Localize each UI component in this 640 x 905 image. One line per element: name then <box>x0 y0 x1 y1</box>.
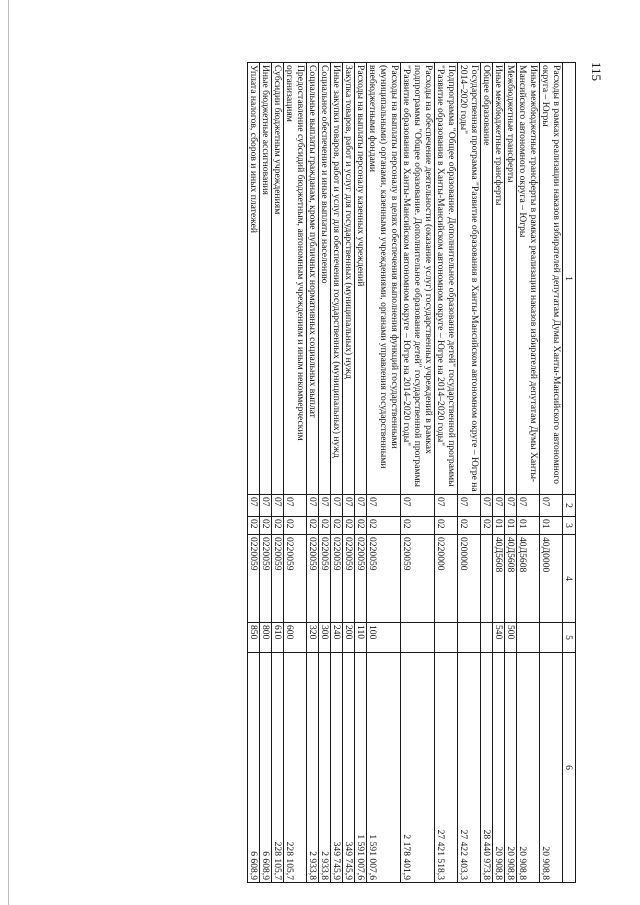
row-rz: 07 <box>331 495 343 517</box>
row-pr: 02 <box>319 517 331 535</box>
row-sum: 1 591 007,6 <box>367 653 401 883</box>
row-vr <box>435 623 458 653</box>
row-vr: 850 <box>248 623 260 653</box>
table-body <box>248 63 563 883</box>
row-sum: 349 745,9 <box>343 653 355 883</box>
row-vr: 240 <box>331 623 343 653</box>
table-row <box>493 63 505 883</box>
row-sum: 349 745,9 <box>331 653 343 883</box>
header-row <box>563 63 576 883</box>
row-pr: 02 <box>343 517 355 535</box>
table-row <box>355 63 367 883</box>
row-pr: 02 <box>481 517 493 535</box>
row-sum: 2 178 401,9 <box>401 653 435 883</box>
scan-edge-line <box>8 0 9 905</box>
row-rz: 07 <box>284 495 307 517</box>
header-cell: 2 <box>563 495 576 517</box>
row-rz: 07 <box>517 495 540 517</box>
row-csr: 0220000 <box>435 535 458 623</box>
row-csr: 0220059 <box>343 535 355 623</box>
row-rz: 07 <box>458 495 481 517</box>
row-vr <box>401 623 435 653</box>
budget-table <box>247 62 576 883</box>
row-name: Социальное обеспечение и иные выплаты населению <box>319 63 331 495</box>
row-vr: 610 <box>272 623 284 653</box>
row-name: Субсидии бюджетным учреждениям <box>272 63 284 495</box>
row-rz: 07 <box>540 495 563 517</box>
row-sum: 20 908,8 <box>493 653 505 883</box>
row-vr: 800 <box>260 623 272 653</box>
row-csr: 0200000 <box>458 535 481 623</box>
header-cell: 1 <box>563 63 576 495</box>
page-number: 115 <box>589 62 604 82</box>
row-csr: 0220059 <box>284 535 307 623</box>
row-sum: 27 422 403,3 <box>458 653 481 883</box>
row-pr: 02 <box>284 517 307 535</box>
row-vr: 320 <box>307 623 319 653</box>
row-pr: 01 <box>517 517 540 535</box>
table-row <box>260 63 272 883</box>
row-name: Иные межбюджетные трансферты в рамках реализации наказов избирателей депутатам Думы Ханты-Мансийского автономного округа – Югры <box>517 63 540 495</box>
row-csr: 0220059 <box>319 535 331 623</box>
table-row <box>481 63 493 883</box>
row-pr: 02 <box>435 517 458 535</box>
row-rz: 07 <box>401 495 435 517</box>
row-pr: 01 <box>505 517 517 535</box>
table-row <box>367 63 401 883</box>
row-sum: 2 933,8 <box>319 653 331 883</box>
row-name: Закупка товаров, работ и услуг для государственных (муниципальных) нужд <box>343 63 355 495</box>
row-vr: 100 <box>367 623 401 653</box>
row-sum: 228 105,7 <box>284 653 307 883</box>
row-vr <box>517 623 540 653</box>
row-vr <box>540 623 563 653</box>
row-vr: 500 <box>505 623 517 653</box>
row-rz: 07 <box>355 495 367 517</box>
row-name: Иные закупки товаров, работ и услуг для обеспечения государственных (муниципальных) нужд <box>331 63 343 495</box>
row-sum: 1 591 007,6 <box>355 653 367 883</box>
row-pr: 02 <box>272 517 284 535</box>
rotated-page <box>76 62 576 882</box>
row-pr: 02 <box>331 517 343 535</box>
table-row <box>331 63 343 883</box>
row-rz: 07 <box>367 495 401 517</box>
table-row <box>307 63 319 883</box>
table-row <box>458 63 481 883</box>
row-rz: 07 <box>435 495 458 517</box>
header-cell: 4 <box>563 535 576 623</box>
row-csr: 0220059 <box>248 535 260 623</box>
row-vr <box>481 623 493 653</box>
row-vr <box>458 623 481 653</box>
row-name: Предоставление субсидий бюджетным, автономным учреждениям и иным некоммерческим организациям <box>284 63 307 495</box>
row-rz: 07 <box>260 495 272 517</box>
row-rz: 07 <box>319 495 331 517</box>
row-vr: 300 <box>319 623 331 653</box>
row-name: Общее образование <box>481 63 493 495</box>
row-rz: 07 <box>505 495 517 517</box>
row-pr: 02 <box>367 517 401 535</box>
table-row <box>435 63 458 883</box>
row-name: Иные межбюджетные трансферты <box>493 63 505 495</box>
table-row <box>248 63 260 883</box>
table-row <box>401 63 435 883</box>
header-cell: 3 <box>563 517 576 535</box>
table-row <box>272 63 284 883</box>
row-rz: 07 <box>248 495 260 517</box>
row-sum: 20 908,8 <box>517 653 540 883</box>
row-pr: 02 <box>248 517 260 535</box>
table-row <box>284 63 307 883</box>
row-name: Расходы на выплаты персоналу казенных учреждений <box>355 63 367 495</box>
row-vr: 200 <box>343 623 355 653</box>
row-csr: 0220059 <box>272 535 284 623</box>
row-name: Межбюджетные трансферты <box>505 63 517 495</box>
row-pr: 02 <box>355 517 367 535</box>
row-vr: 600 <box>284 623 307 653</box>
row-pr: 02 <box>401 517 435 535</box>
row-vr: 110 <box>355 623 367 653</box>
row-sum: 28 440 973,8 <box>481 653 493 883</box>
table-row <box>319 63 331 883</box>
row-rz: 07 <box>481 495 493 517</box>
row-pr: 02 <box>307 517 319 535</box>
row-rz: 07 <box>343 495 355 517</box>
table-row <box>505 63 517 883</box>
row-pr: 01 <box>540 517 563 535</box>
row-sum: 6 608,9 <box>260 653 272 883</box>
row-name: Иные бюджетные ассигнования <box>260 63 272 495</box>
row-csr: 40Д5608 <box>493 535 505 623</box>
row-sum: 20 908,8 <box>540 653 563 883</box>
row-name: Государственная программа "Развитие образования в Ханты-Мансийском автономном округе – Югре на 2014–2020 годы" <box>458 63 481 495</box>
row-rz: 07 <box>307 495 319 517</box>
row-name: Уплата налогов, сборов и иных платежей <box>248 63 260 495</box>
row-pr: 02 <box>260 517 272 535</box>
row-name: Подпрограмма "Общее образование. Дополнительное образование детей" государственной программы "Развитие образования в Ханты-Мансийском автономном округе – Югре на 2014–2020 годы" <box>435 63 458 495</box>
table-row <box>540 63 563 883</box>
table-row <box>343 63 355 883</box>
row-name: Социальные выплаты гражданам, кроме публичных нормативных социальных выплат <box>307 63 319 495</box>
row-csr: 0220059 <box>307 535 319 623</box>
row-sum: 228 105,7 <box>272 653 284 883</box>
row-csr: 0220059 <box>367 535 401 623</box>
row-sum: 20 908,8 <box>505 653 517 883</box>
row-csr <box>481 535 493 623</box>
row-sum: 6 608,9 <box>248 653 260 883</box>
row-csr: 40Д5608 <box>517 535 540 623</box>
row-csr: 0220059 <box>260 535 272 623</box>
row-name: Расходы на обеспечение деятельности (оказание услуг) государственных учреждений в рамках подпрограммы "Общее образование. Дополнительное образование детей" государственной программы "Развитие образования в Ханты-Мансийском автономном округе – Югре на 2014–2020 годы" <box>401 63 435 495</box>
row-name: Расходы на выплаты персоналу в целях обеспечения выполнения функций государственными (муниципальными) органами, казенными учреждениями, органами управления государственными внебюджетными фондами <box>367 63 401 495</box>
row-sum: 2 933,8 <box>307 653 319 883</box>
row-sum: 27 421 518,3 <box>435 653 458 883</box>
row-csr: 0220059 <box>331 535 343 623</box>
row-csr: 40Д0000 <box>540 535 563 623</box>
header-cell: 6 <box>563 653 576 883</box>
row-pr: 02 <box>458 517 481 535</box>
row-pr: 01 <box>493 517 505 535</box>
header-cell: 5 <box>563 623 576 653</box>
row-csr: 40Д5608 <box>505 535 517 623</box>
row-rz: 07 <box>272 495 284 517</box>
row-csr: 0220059 <box>401 535 435 623</box>
row-csr: 0220059 <box>355 535 367 623</box>
row-name: Расходы в рамках реализации наказов избирателей депутатам Думы Ханты-Мансийского автономного округа – Югры <box>540 63 563 495</box>
table-row <box>517 63 540 883</box>
row-rz: 07 <box>493 495 505 517</box>
row-vr: 540 <box>493 623 505 653</box>
